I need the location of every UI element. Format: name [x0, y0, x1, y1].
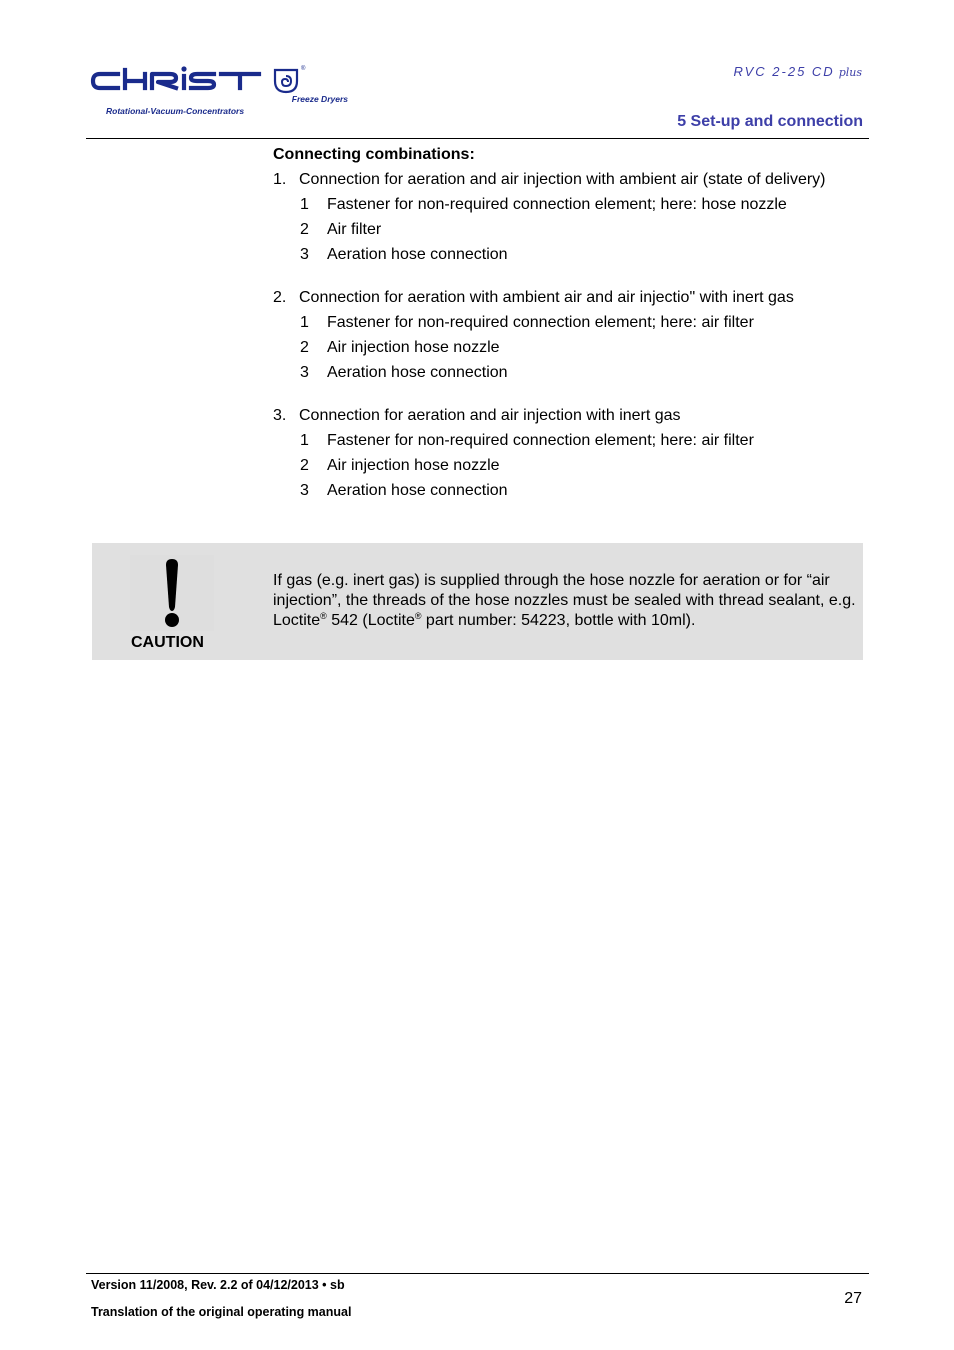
sub-item [273, 338, 863, 358]
christ-logo-wordmark [90, 64, 268, 94]
model-suffix: plus [838, 66, 862, 79]
sub-item-number: 1 [300, 432, 309, 449]
logo-subtitle-rvc: Rotational-Vacuum-Concentrators [106, 106, 245, 116]
item-text: Connection for aeration and air injection with inert gas [299, 407, 681, 424]
list-item [273, 288, 863, 383]
caution-text [273, 571, 863, 631]
sub-item-number: 3 [300, 482, 309, 499]
exclamation-icon [130, 555, 214, 631]
sub-item-text: Aeration hose connection [327, 246, 508, 263]
sub-item [273, 195, 863, 215]
connection-combination-1 [273, 170, 863, 190]
item-text: Connection for aeration with ambient air and air injectio" with inert gas [299, 289, 794, 306]
list-item [273, 406, 863, 501]
sub-item-text: Aeration hose connection [327, 364, 508, 381]
main-content [273, 145, 863, 501]
model-code: RVC 2-25 CD [733, 64, 835, 79]
christ-emblem-icon [273, 68, 299, 94]
sub-item-text: Fastener for non-required connection element; here: air filter [327, 432, 754, 449]
sub-item-text: Air injection hose nozzle [327, 339, 500, 356]
item-number: 3. [273, 407, 287, 424]
list-item [273, 170, 863, 265]
sub-item-number: 3 [300, 364, 309, 381]
footer-translation-note: Translation of the original operating manual [91, 1305, 352, 1319]
sub-item-text: Air injection hose nozzle [327, 457, 500, 474]
sub-item [273, 431, 863, 451]
footer-version: Version 11/2008, Rev. 2.2 of 04/12/2013 • sb [91, 1278, 345, 1292]
model-name [733, 64, 862, 79]
header-divider [86, 138, 869, 139]
connection-combination-3 [273, 406, 863, 426]
sub-item-number: 1 [300, 314, 309, 331]
item-number: 2. [273, 289, 287, 306]
content-heading: Connecting combinations: [273, 146, 475, 163]
sub-item-text: Air filter [327, 221, 382, 238]
sub-item-text: Fastener for non-required connection element; here: air filter [327, 314, 754, 331]
sub-item [273, 363, 863, 383]
item-number: 1. [273, 171, 287, 188]
sub-item-number: 2 [300, 221, 309, 238]
sub-item [273, 481, 863, 501]
registered-mark: ® [414, 611, 422, 621]
section-title: 5 Set-up and connection [677, 113, 863, 130]
sub-item-text: Fastener for non-required connection element; here: hose nozzle [327, 196, 787, 213]
connection-combination-2 [273, 288, 863, 308]
footer-divider [86, 1273, 869, 1274]
sub-item [273, 220, 863, 240]
sub-item [273, 245, 863, 265]
registered-mark: ® [320, 611, 327, 621]
christ-logo [90, 64, 348, 120]
item-text: Connection for aeration and air injection with ambient air (state of delivery) [299, 171, 826, 188]
caution-label: CAUTION [131, 634, 204, 651]
sub-item-text: Aeration hose connection [327, 482, 508, 499]
caution-box [92, 543, 863, 660]
caution-text-part: 542 (Loctite [326, 612, 415, 629]
sub-item-number: 2 [300, 339, 309, 356]
sub-item-number: 2 [300, 457, 309, 474]
sub-item-number: 1 [300, 196, 309, 213]
sub-item-number: 3 [300, 246, 309, 263]
page-number: 27 [844, 1290, 862, 1307]
sub-item [273, 313, 863, 333]
sub-item [273, 456, 863, 476]
logo-subtitle-freeze-dryers: Freeze Dryers [291, 94, 348, 104]
registered-mark: ® [301, 66, 306, 72]
caution-text-part: If gas (e.g. inert gas) is supplied through the hose nozzle for aeration or for “air injection”, the threads of the hose nozzles must be sealed with thread sealant, e.g. Loctite [273, 572, 856, 629]
caution-text-part: part number: 54223, bottle with 10ml). [421, 612, 696, 629]
